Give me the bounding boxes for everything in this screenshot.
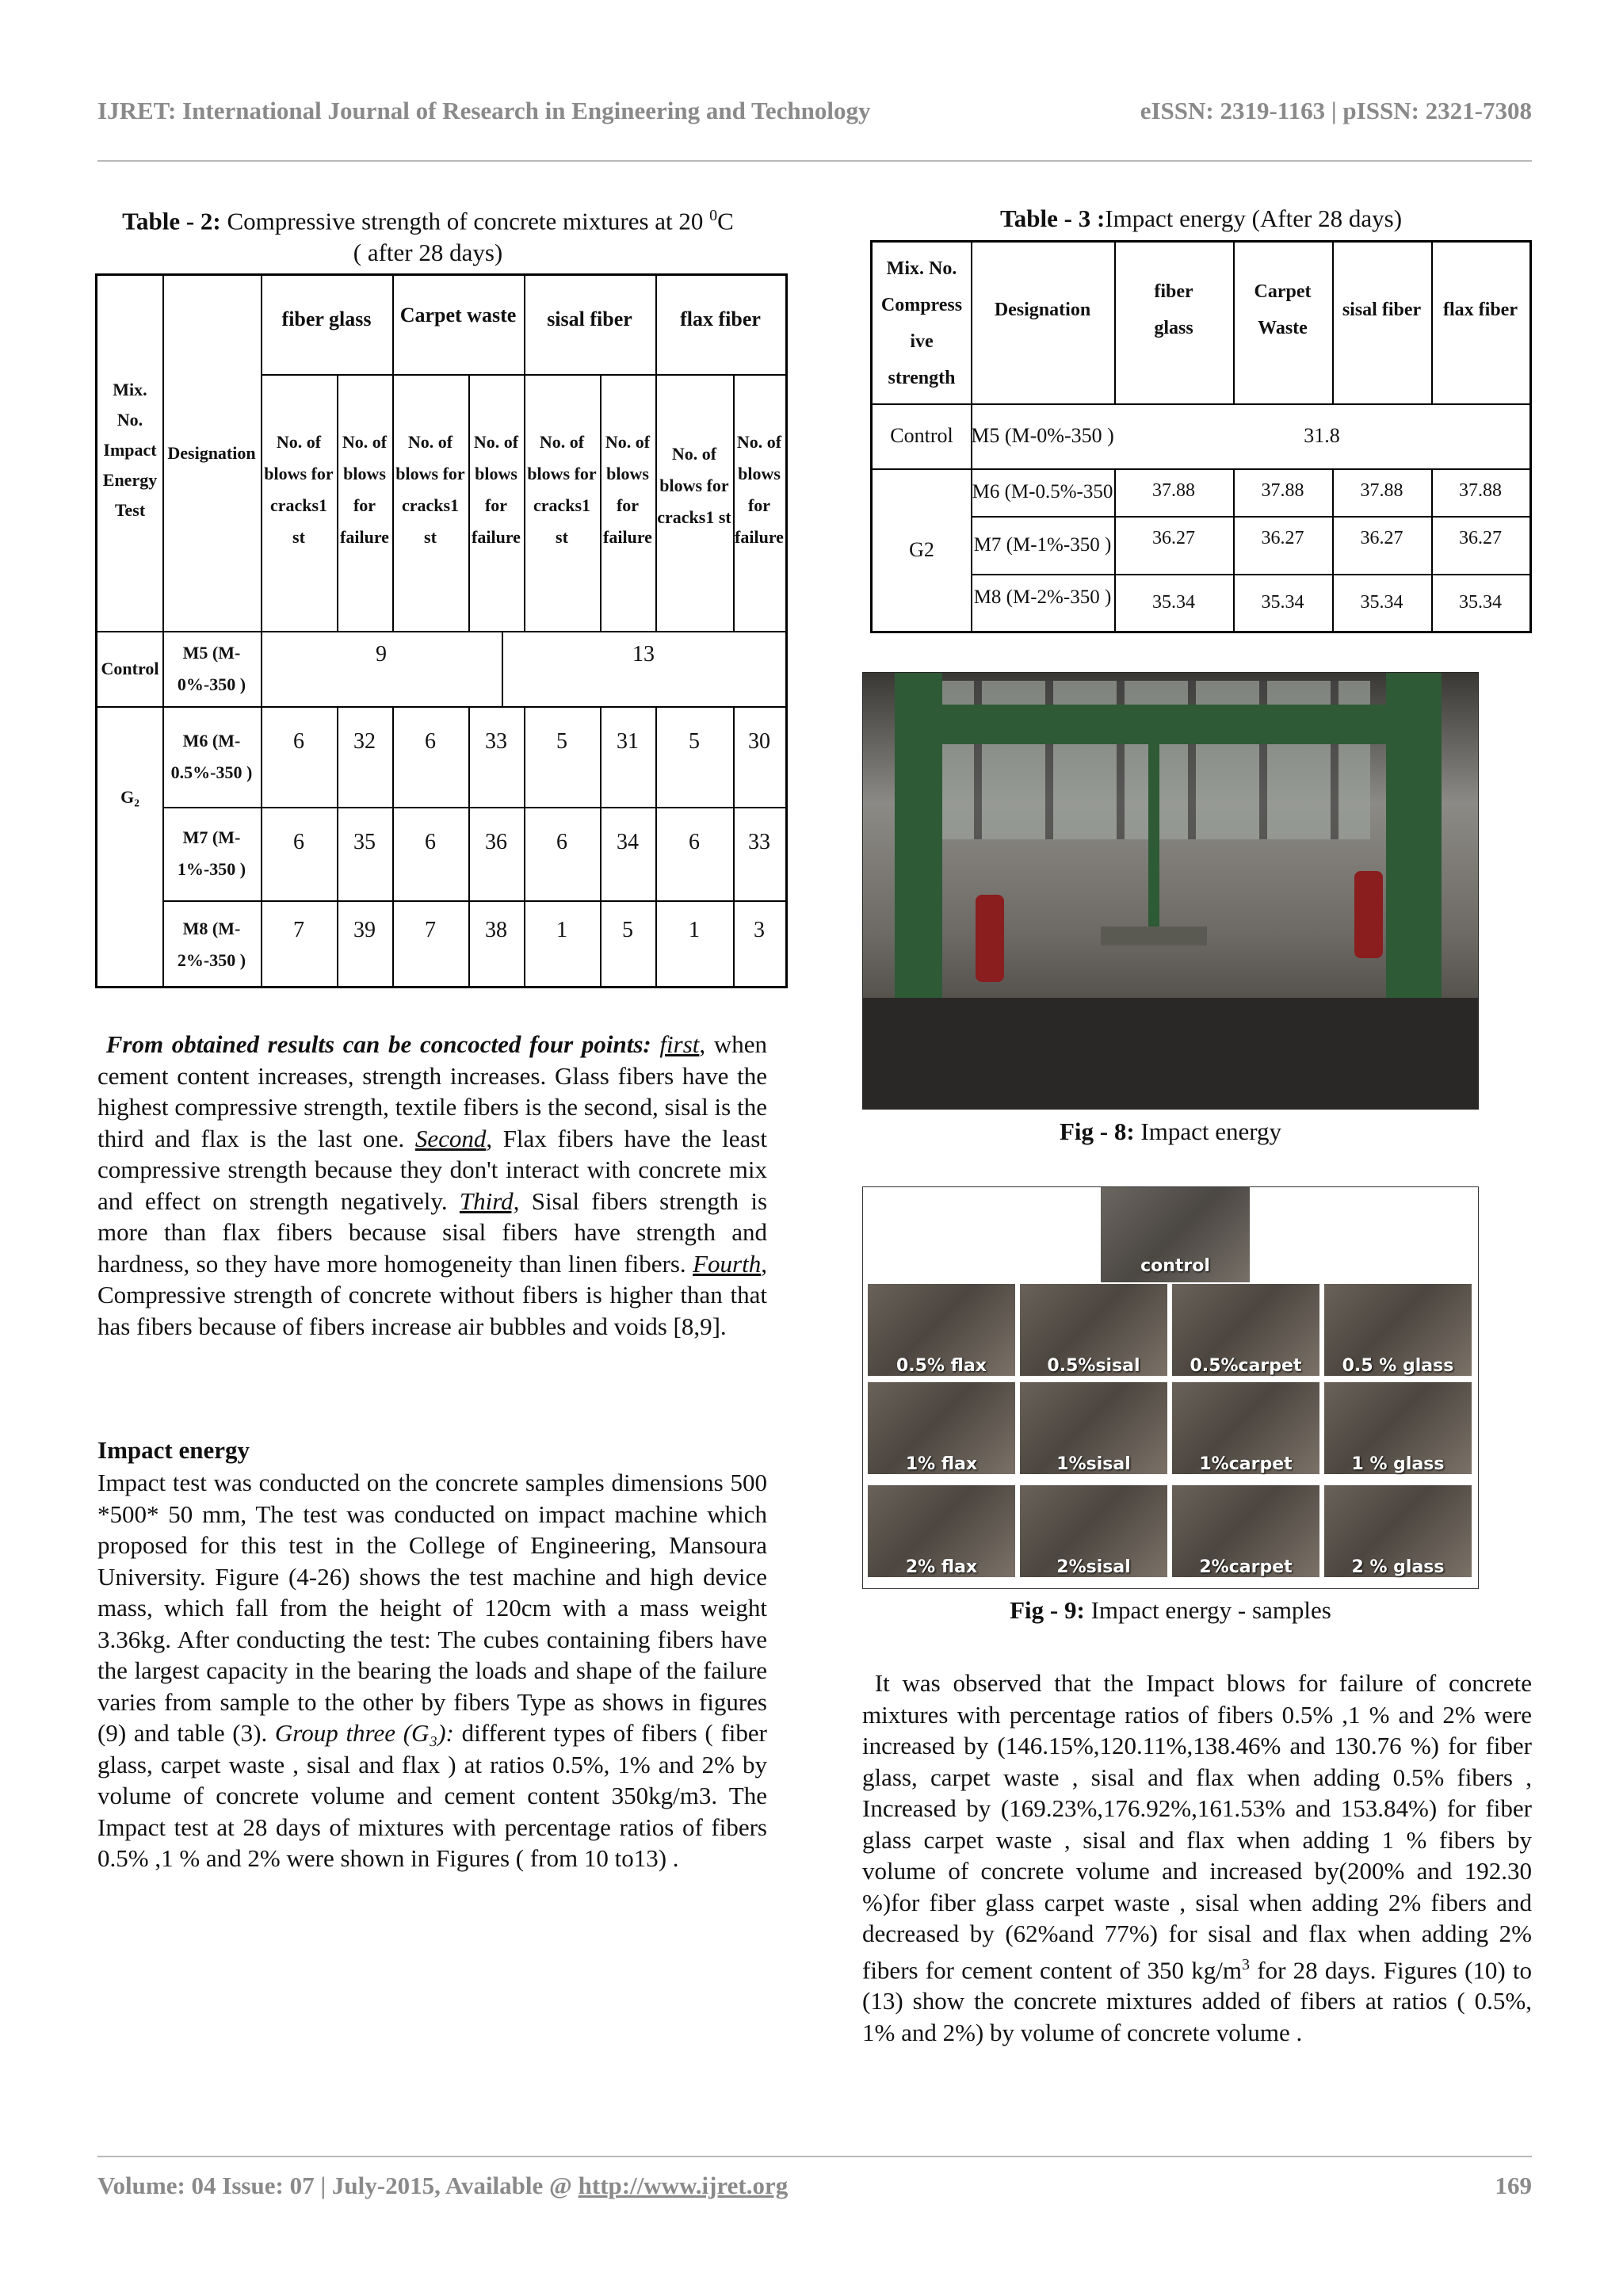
table2-cell: 6 bbox=[556, 830, 567, 854]
volume-info: Volume: 04 Issue: 07 | July-2015, Available @ bbox=[97, 2172, 579, 2199]
table2-sub-failure: No. of blows for failure bbox=[340, 432, 389, 547]
table3-cell: 36.27 bbox=[1459, 528, 1502, 548]
table3-control-designation: M5 (M-0%-350 ) bbox=[971, 424, 1114, 447]
table2-row-designation: M7 (M-1%-350 ) bbox=[177, 827, 246, 879]
table2-sub-cracks: No. of blows for cracks1 st bbox=[264, 432, 334, 547]
table2-sub-cracks: No. of blows for cracks1 st bbox=[657, 444, 731, 527]
sample-label: 2%sisal bbox=[1056, 1557, 1131, 1577]
fig9-caption: Fig - 9: Impact energy - samples bbox=[1010, 1596, 1331, 1624]
table2-cell: 33 bbox=[485, 729, 507, 754]
table2-group-label: G₂ bbox=[120, 787, 139, 807]
table3-cell: 37.88 bbox=[1459, 480, 1502, 501]
table2-group-carpet-waste: Carpet waste bbox=[399, 304, 517, 327]
page-footer bbox=[97, 2172, 1532, 2211]
table2-group-fiber-glass: fiber glass bbox=[281, 308, 372, 330]
table2-cell: 32 bbox=[353, 729, 376, 754]
table2-group-flax-fiber: flax fiber bbox=[680, 308, 761, 330]
impact-samples-photo bbox=[862, 1186, 1479, 1589]
table2-cell: 5 bbox=[556, 729, 567, 754]
table2-control-mix: Control bbox=[101, 658, 159, 678]
sample-label: 2% flax bbox=[905, 1557, 978, 1577]
table2-cell: 7 bbox=[425, 918, 436, 942]
table2-cell: 38 bbox=[485, 918, 507, 942]
table2-cell: 6 bbox=[293, 729, 304, 754]
table2-cell: 3 bbox=[754, 918, 765, 942]
table2-control-designation: M5 (M-0%-350 ) bbox=[177, 642, 246, 694]
table2-cell: 6 bbox=[689, 830, 700, 854]
observation-paragraph: It was observed that the Impact blows for failure of concrete mixtures with percentage ratios of fibers 0.5% ,1 % and 2% were increased by (146.15%,120.11%,138.46% and 130.76 %) for fiber glass, carpet waste , sisal and flax when adding 0.5% fibers , Increased by (169.23%,176.92%,161.53% and 153.84%) for fiber glass carpet waste , sisal and flax when adding 1 % fibers by volume of concrete volume and increased by(200% and 192.30 %)for fiber glass carpet waste , sisal when adding 2% fibers and decreased by (62%and 77%) for sisal and flax when adding 2% fibers for cement content of 350 $kg/m^3$ for 28 days. Figures (10) to (13) show the concrete mixtures added of fibers at ratios ( 0.5%, 1% and 2%) by volume of concrete volume . bbox=[862, 1669, 1533, 2046]
table2-cell: 5 bbox=[689, 729, 700, 754]
table3-cell: 35.34 bbox=[1360, 592, 1403, 613]
sample-label: 1 % glass bbox=[1351, 1454, 1445, 1474]
issn-info: eISSN: 2319-1163 | pISSN: 2321-7308 bbox=[1140, 97, 1532, 124]
sample-label: 2%carpet bbox=[1199, 1557, 1293, 1577]
table2-cell: 35 bbox=[353, 830, 376, 854]
table3-cell: 35.34 bbox=[1152, 592, 1195, 613]
table3-row-designation: M7 (M-1%-350 ) bbox=[973, 533, 1112, 556]
table2-sub-cracks: No. of blows for cracks1 st bbox=[395, 432, 465, 547]
table2-cell: 6 bbox=[425, 830, 436, 854]
results-paragraph: From obtained results can be concocted four points: first, when cement content increases, strength increases. Glass fibers have the highest compressive strength, textile fibers is the second, sisal is the third and flax is the last one. Second, Flax fibers have the least compressive strength because they don't interact with concrete mix and effect on strength negatively. Third, Sisal fibers strength is more than flax fibers because sisal fibers have strength and hardness, so they have more homogeneity than linen fibers. Fourth, Compressive strength of concrete without fibers is higher than that has fibers because of fibers increase air bubbles and voids [8,9]. bbox=[97, 1030, 768, 1340]
table2-row-designation: M6 (M-0.5%-350 ) bbox=[170, 730, 253, 782]
table2-mix-header: Mix. No. Impact Energy Test bbox=[102, 380, 158, 520]
table2-cell: 36 bbox=[485, 830, 507, 854]
table3-designation-header: Designation bbox=[994, 300, 1091, 320]
table2 bbox=[95, 273, 788, 988]
table3-group-label: G2 bbox=[909, 537, 934, 561]
table3-col-flax-fiber: flax fiber bbox=[1443, 300, 1518, 320]
control-sample: control bbox=[1101, 1187, 1250, 1282]
sample-label: 1%carpet bbox=[1199, 1454, 1293, 1474]
table2-cell: 39 bbox=[353, 918, 376, 942]
table2-control-cracks: 9 bbox=[376, 642, 387, 667]
page-header bbox=[97, 97, 1532, 136]
sample-label: 0.5%sisal bbox=[1047, 1356, 1140, 1376]
table2-cell: 5 bbox=[622, 918, 633, 942]
table3-mix-header: Mix. No. Compress ive strength bbox=[880, 258, 963, 388]
table2-sub-failure: No. of blows for failure bbox=[472, 432, 521, 547]
table3-cell: 36.27 bbox=[1152, 528, 1195, 548]
table2-cell: 6 bbox=[425, 729, 436, 754]
table3-col-sisal-fiber: sisal fiber bbox=[1342, 300, 1422, 320]
table3-row-designation: M6 (M-0.5%-350 bbox=[972, 481, 1113, 502]
table3-cell: 35.34 bbox=[1261, 592, 1304, 613]
sample-label: 0.5%carpet bbox=[1190, 1356, 1302, 1376]
sample-label: 1%sisal bbox=[1056, 1454, 1131, 1474]
fig8-caption: Fig - 8: Impact energy bbox=[1059, 1117, 1282, 1145]
table3-col-fiber-glass: fiber glass bbox=[1154, 281, 1193, 338]
table2-sub-failure: No. of blows for failure bbox=[735, 432, 784, 547]
table2-cell: 7 bbox=[293, 918, 304, 942]
impact-machine-photo bbox=[862, 672, 1479, 1110]
table2-cell: 33 bbox=[748, 830, 770, 854]
table3-control-value: 31.8 bbox=[1304, 424, 1340, 447]
sample-label: 0.5% flax bbox=[896, 1356, 987, 1376]
table3 bbox=[870, 240, 1532, 633]
table2-cell: 34 bbox=[617, 830, 639, 854]
table2-group-sisal-fiber: sisal fiber bbox=[547, 308, 632, 330]
table3-cell: 37.88 bbox=[1360, 480, 1403, 501]
table3-row-designation: M8 (M-2%-350 ) bbox=[973, 586, 1112, 608]
table2-cell: 6 bbox=[293, 830, 304, 854]
table2-cell: 30 bbox=[748, 729, 770, 754]
sample-label: 0.5 % glass bbox=[1342, 1356, 1454, 1376]
impact-energy-heading: Impact energy bbox=[97, 1436, 250, 1464]
page-number: 169 bbox=[1495, 2172, 1532, 2199]
table2-designation-header: Designation bbox=[167, 443, 256, 463]
impact-paragraph: Impact test was conducted on the concrete samples dimensions 500 *500* 50 mm, The test was conducted on impact machine which proposed for this test in the College of Engineering, Mansoura University. Figure (4-26) shows the test machine and high device mass, which fall from the height of 120cm with a mass weight 3.36kg. After conducting the test: The cubes containing fibers have the largest capacity in the bearing the loads and shape of the failure varies from sample to the other by fibers Type as shows in figures (9) and table (3). Group three (G₃): different types of fibers ( fiber glass, carpet waste , sisal and flax ) at ratios 0.5%, 1% and 2% by volume of concrete volume and cement content 350kg/m3. The Impact test at 28 days of mixtures with percentage ratios of fibers 0.5% ,1 % and 2% were shown in Figures ( from 10 to13) . bbox=[97, 1469, 767, 1872]
table2-control-failure: 13 bbox=[632, 642, 655, 667]
table3-caption: Table - 3 :Impact energy (After 28 days) bbox=[999, 204, 1403, 232]
table3-col-carpet-waste: Carpet Waste bbox=[1254, 281, 1312, 338]
table2-caption: Table - 2: Compressive strength of concrete mixtures at 20 $^0$C ( after 28 days) bbox=[122, 207, 734, 267]
table2-row-designation: M8 (M-2%-350 ) bbox=[177, 918, 246, 970]
table3-cell: 36.27 bbox=[1360, 528, 1403, 548]
table3-cell: 36.27 bbox=[1261, 528, 1304, 548]
header-divider bbox=[97, 160, 1532, 162]
table2-sub-cracks: No. of blows for cracks1 st bbox=[527, 432, 597, 547]
journal-title: IJRET: International Journal of Research in Engineering and Technology bbox=[97, 97, 871, 124]
table2-sub-failure: No. of blows for failure bbox=[603, 432, 652, 547]
table2-cell: 1 bbox=[689, 918, 700, 942]
table2-cell: 31 bbox=[617, 729, 639, 754]
table3-control-mix: Control bbox=[890, 424, 953, 447]
footer-divider bbox=[97, 2156, 1532, 2157]
sample-label: 2 % glass bbox=[1351, 1557, 1445, 1577]
table3-cell: 37.88 bbox=[1261, 480, 1304, 501]
table3-cell: 37.88 bbox=[1152, 480, 1195, 501]
table2-cell: 1 bbox=[556, 918, 567, 942]
sample-label: 1% flax bbox=[905, 1454, 978, 1474]
journal-link[interactable]: http://www.ijret.org bbox=[578, 2172, 789, 2199]
table3-cell: 35.34 bbox=[1459, 592, 1502, 613]
